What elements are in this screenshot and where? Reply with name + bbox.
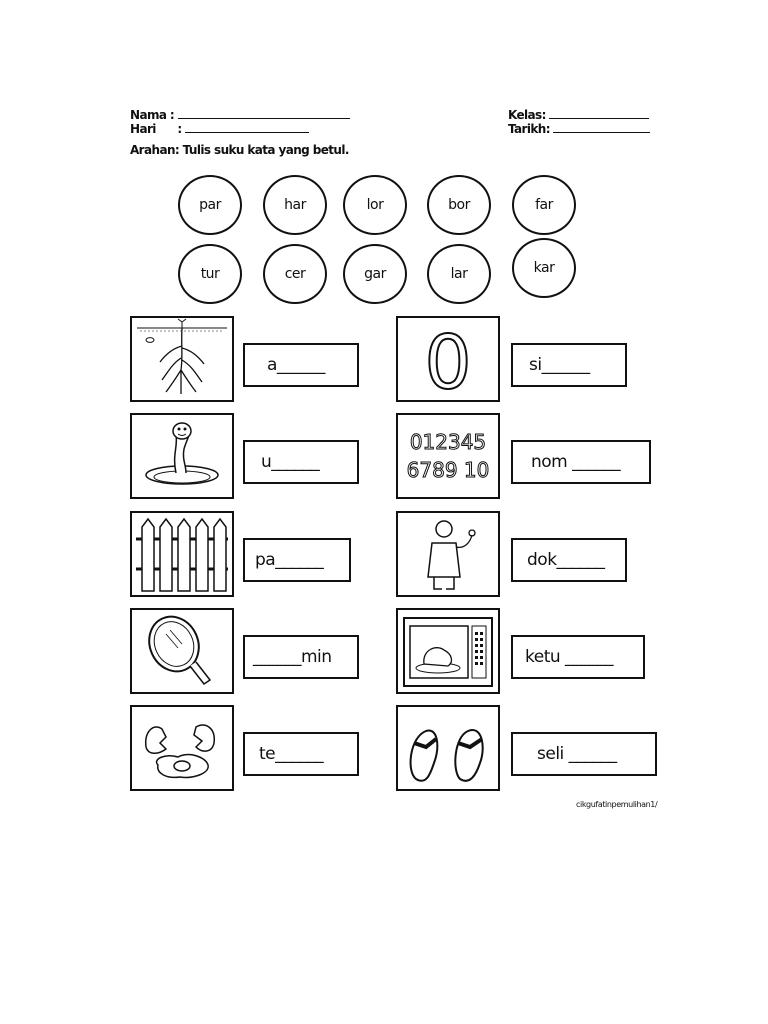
word-text: te______ bbox=[259, 744, 324, 764]
name-field bbox=[130, 107, 350, 122]
credit-text: cikgufatinpemulihan1/ bbox=[576, 800, 658, 809]
numbers-bottom-text: 6789 10 bbox=[406, 458, 490, 482]
answer-box[interactable] bbox=[511, 635, 645, 679]
word-text: ______min bbox=[253, 647, 332, 667]
date-field bbox=[508, 121, 650, 136]
picture-box bbox=[396, 413, 500, 499]
date-line bbox=[553, 121, 650, 133]
sandals-icon bbox=[398, 707, 498, 789]
zero-digit-text: 0 bbox=[424, 320, 472, 400]
syllable-circle: par bbox=[178, 175, 242, 235]
class-field bbox=[508, 107, 649, 122]
cracked-egg-icon bbox=[132, 707, 232, 789]
numbers-icon bbox=[398, 415, 498, 497]
syllable-circle: tur bbox=[178, 244, 242, 304]
class-label: Kelas: bbox=[508, 108, 546, 122]
answer-box[interactable] bbox=[243, 440, 359, 484]
syllable-circle: cer bbox=[263, 244, 327, 304]
syllable-circle: kar bbox=[512, 238, 576, 298]
numbers-top-text: 012345 bbox=[409, 430, 487, 454]
syllable-circle: bor bbox=[427, 175, 491, 235]
word-text: ketu ______ bbox=[525, 647, 614, 667]
answer-box[interactable] bbox=[511, 440, 651, 484]
answer-box[interactable] bbox=[511, 343, 627, 387]
hand-mirror-icon bbox=[132, 610, 232, 692]
doctor-icon bbox=[398, 513, 498, 595]
syllable-circle: lar bbox=[427, 244, 491, 304]
roots-icon bbox=[132, 318, 232, 400]
word-text: u______ bbox=[261, 452, 320, 472]
word-text: nom ______ bbox=[531, 452, 621, 472]
picture-box bbox=[130, 608, 234, 694]
name-label: Nama : bbox=[130, 108, 175, 122]
answer-box[interactable] bbox=[243, 732, 359, 776]
syllable-circle: lor bbox=[343, 175, 407, 235]
picture-box bbox=[130, 413, 234, 499]
zero-digit-icon bbox=[398, 318, 498, 400]
picture-box bbox=[396, 511, 500, 597]
picture-box bbox=[130, 705, 234, 791]
answer-box[interactable] bbox=[511, 732, 657, 776]
answer-box[interactable] bbox=[243, 635, 359, 679]
day-label: Hari bbox=[130, 122, 156, 136]
word-text: pa______ bbox=[255, 550, 324, 570]
syllable-circle: har bbox=[263, 175, 327, 235]
answer-box[interactable] bbox=[243, 343, 359, 387]
fence-icon bbox=[132, 513, 232, 595]
picture-box bbox=[396, 608, 500, 694]
picture-box bbox=[396, 316, 500, 402]
picture-box bbox=[130, 316, 234, 402]
word-text: dok______ bbox=[527, 550, 605, 570]
day-line bbox=[185, 121, 309, 133]
answer-box[interactable] bbox=[511, 538, 627, 582]
day-field bbox=[130, 121, 309, 136]
cobra-icon bbox=[132, 415, 232, 497]
word-text: a______ bbox=[267, 355, 325, 375]
day-colon: : bbox=[177, 122, 182, 136]
syllable-circle: far bbox=[512, 175, 576, 235]
answer-box[interactable] bbox=[243, 538, 351, 582]
picture-box bbox=[396, 705, 500, 791]
name-line bbox=[178, 107, 350, 119]
date-label: Tarikh: bbox=[508, 122, 550, 136]
microwave-oven-icon bbox=[398, 610, 498, 692]
syllable-circle: gar bbox=[343, 244, 407, 304]
class-line bbox=[549, 107, 649, 119]
instruction-text: Arahan: Tulis suku kata yang betul. bbox=[130, 143, 349, 157]
word-text: seli ______ bbox=[537, 744, 617, 764]
word-text: si______ bbox=[529, 355, 590, 375]
picture-box bbox=[130, 511, 234, 597]
